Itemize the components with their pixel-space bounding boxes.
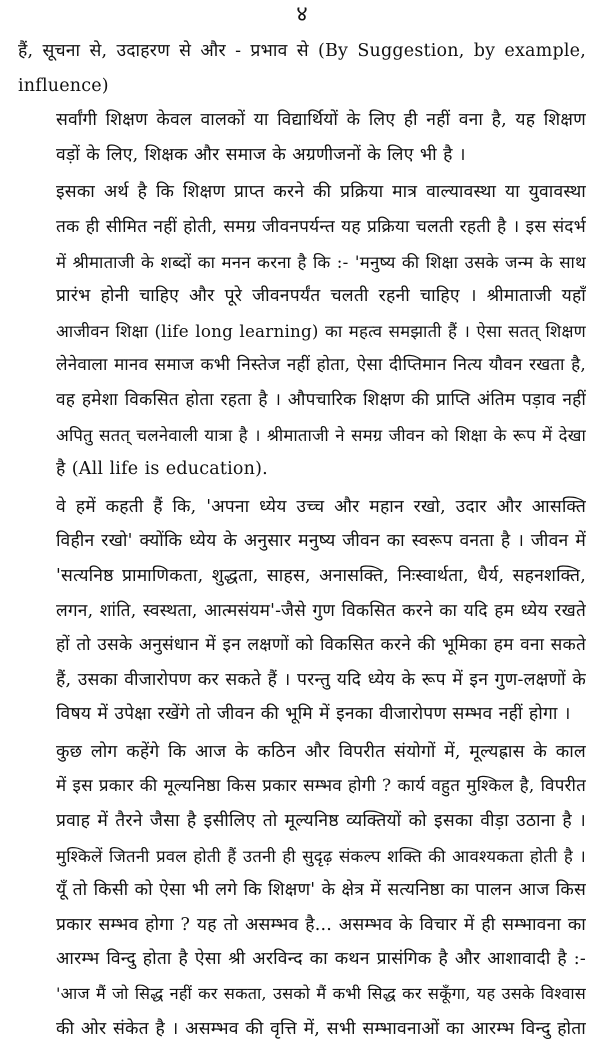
paragraph-line: यूँ तो किसी को ऐसा भी लगे कि शिक्षण' के क्षेत्र में सत्यनिष्ठा का पालन आज किस: [56, 880, 586, 901]
paragraph-2: [18, 103, 586, 172]
paragraph-line: 'आज मैं जो सिद्ध नहीं कर सकता, उसको मैं कभी सिद्ध कर सकूँगा, यह उसके विश्वास: [56, 984, 586, 1004]
paragraph-line: प्रकार सम्भव होगा ? यह तो असम्भव है... असम्भव के विचार में ही सम्भावना का: [56, 914, 586, 935]
paragraph-line: में इस प्रकार की मूल्यनिष्ठा किस प्रकार सम्भव होगी ? कार्य वहुत मुश्किल है, विपरीत: [56, 776, 586, 797]
paragraph-line: में श्रीमाताजी के शब्दों का मनन करना है कि :- 'मनुष्य की शिक्षा उसके जन्म के साथ: [56, 251, 586, 272]
paragraph-line: हों तो उसके अनुसंधान में इन लक्षणों को विकसित करने की भूमिका हम वना सकते: [56, 635, 586, 656]
paragraph-line: लेनेवाला मानव समाज कभी निस्तेज नहीं होता, ऐसा दीप्तिमान नित्य यौवन रखता है,: [56, 355, 586, 376]
paragraph-line: वड़ों के लिए, शिक्षक और समाज के अग्रणीजनों के लिए भी है ।: [56, 144, 466, 165]
paragraph-line: है (All life is education).: [56, 459, 268, 480]
paragraph-5: [18, 735, 586, 1046]
paragraph-line: वे हमें कहती हैं कि, 'अपना ध्येय उच्च और महान रखो, उदार और आसक्ति: [56, 496, 586, 517]
paragraph-line: आरम्भ विन्दु होता है ऐसा श्री अरविन्द का कथन प्रासंगिक है और आशावादी है :-: [56, 949, 586, 970]
page-number: ४: [296, 2, 308, 27]
paragraph-line: तक ही सीमित नहीं होती, समग्र जीवनपर्यन्त यह प्रक्रिया चलती रहती है । इस संदर्भ: [56, 216, 586, 237]
paragraph-line: विहीन रखो' क्योंकि ध्येय के अनुसार मनुष्य जीवन का स्वरूप वनता है । जीवन में: [56, 531, 586, 552]
paragraph-line: हैं, सूचना से, उदाहरण से और - प्रभाव से (By Suggestion, by example,: [18, 41, 586, 61]
paragraph-line: हैं, उसका वीजारोपण कर सकते हैं । परन्तु यदि ध्येय के रूप में इन गुण-लक्षणों के: [56, 669, 586, 690]
paragraph-line: आजीवन शिक्षा (life long learning) का महत्व समझाती हैं । ऐसा सतत् शिक्षण: [56, 320, 586, 341]
paragraph-line: लगन, शांति, स्वस्थता, आत्मसंयम'-जैसे गुण विकसित करने का यदि हम ध्येय रखते: [56, 600, 586, 621]
paragraph-line: कुछ लोग कहेंगे कि आज के कठिन और विपरीत संयोगों में, मूल्यह्रास के काल: [56, 741, 586, 762]
paragraph-line: 'सत्यनिष्ठ प्रामाणिकता, शुद्धता, साहस, अनासक्ति, निःस्वार्थता, धैर्य, सहनशक्ति,: [56, 565, 586, 586]
paragraph-4: [18, 490, 586, 732]
paragraph-line: प्रवाह में तैरने जैसा है इसीलिए तो मूल्यनिष्ठ व्यक्तियों को इसका वीड़ा उठाना है ।: [56, 811, 586, 832]
paragraph-line: सर्वांगी शिक्षण केवल वालकों या विद्यार्थियों के लिए ही नहीं वना है, यह शिक्षण: [56, 110, 586, 131]
paragraph-line: की ओर संकेत है । असम्भव की वृत्ति में, सभी सम्भावनाओं का आरम्भ विन्दु होता: [56, 1018, 586, 1039]
paragraph-3: [18, 175, 586, 486]
paragraph-line: विषय में उपेक्षा रखेंगे तो जीवन की भूमि में इनका वीजारोपण सम्भव नहीं होगा ।: [56, 704, 571, 725]
paragraph-line: प्रारंभ होनी चाहिए और पूरे जीवनपर्यंत चलती रहनी चाहिए । श्रीमाताजी यहाँ: [56, 286, 586, 307]
paragraph-1: [18, 34, 586, 103]
paragraph-line: मुश्किलें जितनी प्रवल होती हैं उतनी ही सुदृढ़ संकल्प शक्ति की आवश्यकता होती है ।: [56, 845, 586, 866]
paragraph-line: इसका अर्थ है कि शिक्षण प्राप्त करने की प्रक्रिया मात्र वाल्यावस्था या युवावस्था: [56, 182, 586, 203]
paragraph-line: influence): [18, 75, 109, 96]
paragraph-line: वह हमेशा विकसित होता रहता है । औपचारिक शिक्षण की प्राप्ति अंतिम पड़ाव नहीं: [56, 389, 586, 410]
paragraph-line: अपितु सतत् चलनेवाली यात्रा है । श्रीमाताजी ने समग्र जीवन को शिक्षा के रूप में देखा: [56, 424, 586, 445]
